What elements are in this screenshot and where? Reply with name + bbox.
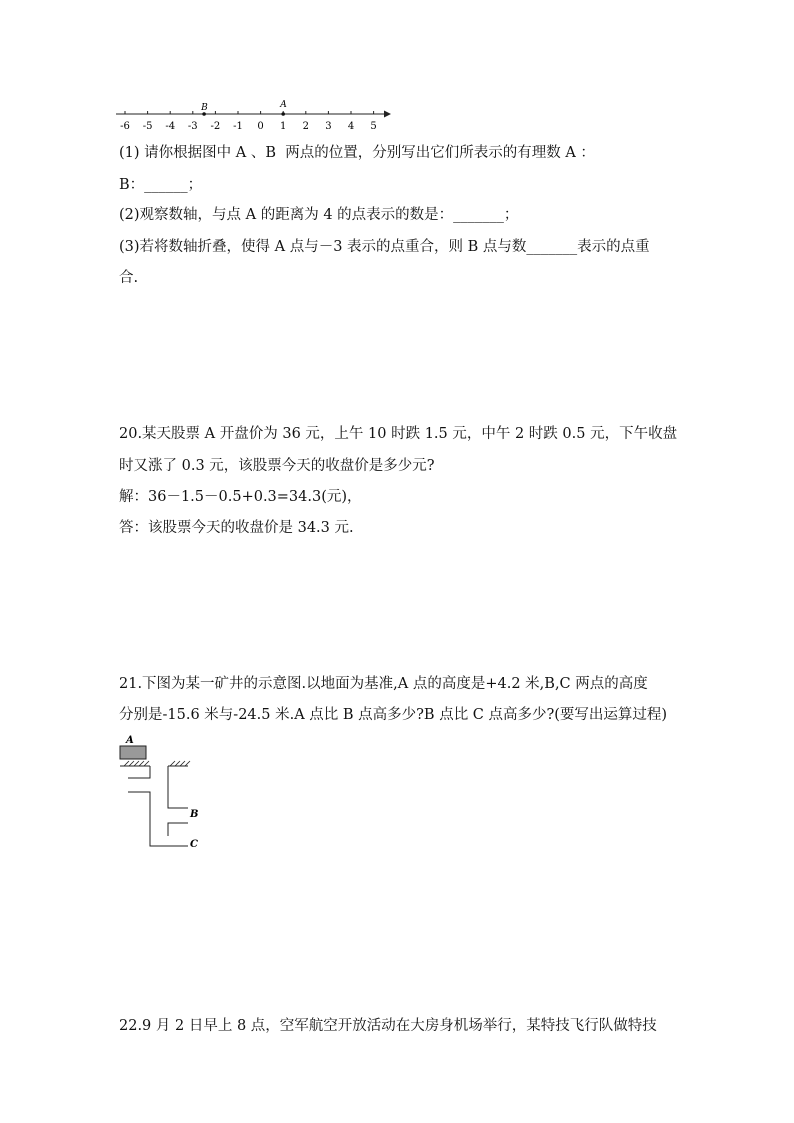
tick-label: -3 [187, 121, 198, 132]
figure-label-c: C [190, 839, 198, 850]
tick-label: 0 [257, 121, 264, 132]
q21-question-cont: 分别是-15.6 米与-24.5 米.A 点比 B 点高多少?B 点比 C 点高多少?(要写出运算过程) [119, 707, 668, 723]
tick-label: -2 [210, 121, 221, 132]
q20-answer: 答：该股票今天的收盘价是 34.3 元. [119, 520, 354, 536]
shaft-right-c [168, 823, 188, 836]
tick-label: 2 [302, 121, 309, 132]
point-b-label: B [201, 103, 208, 113]
q19-part3-cont: 合. [119, 270, 139, 286]
tick-label: 3 [325, 121, 332, 132]
figure-label-b: B [190, 809, 199, 820]
q21-question: 21.下图为某一矿井的示意图.以地面为基准,A 点的高度是+4.2 米,B,C 两点的高度 [119, 676, 648, 692]
point-a-label: A [280, 100, 287, 110]
number-line-figure [112, 98, 402, 134]
shaft-left-lower [128, 792, 188, 846]
point-a-block [120, 746, 146, 759]
tick-label: -1 [233, 121, 243, 132]
shaft-left-upper [128, 766, 150, 778]
q20-question: 20.某天股票 A 开盘价为 36 元，上午 10 时跌 1.5 元，中午 2 时跌 0.5 元，下午收盘 [119, 426, 678, 442]
q19-part1: (1) 请你根据图中 A 、B 两点的位置，分别写出它们所表示的有理数 A ： [119, 145, 595, 161]
tick-label: -5 [142, 121, 153, 132]
q19-part3: (3)若将数轴折叠，使得 A 点与－3 表示的点重合，则 B 点与数_______表示的点重 [119, 239, 650, 255]
tick-label: -6 [120, 121, 130, 132]
q19-part1-b: B：______； [119, 177, 203, 193]
figure-label-a: A [126, 735, 134, 746]
tick-label: -4 [165, 121, 176, 132]
ground-hatch-left [124, 761, 149, 766]
point-a-dot [281, 112, 285, 116]
q20-question-cont: 时又涨了 0.3 元，该股票今天的收盘价是多少元? [119, 458, 435, 474]
q22-question: 22.9 月 2 日早上 8 点，空军航空开放活动在大房身机场举行，某特技飞行队做特技 [119, 1018, 657, 1034]
shaft-right-b [168, 766, 188, 808]
number-line-arrow [384, 111, 391, 118]
ground-hatch-right [170, 761, 190, 766]
q19-part2: (2)观察数轴，与点 A 的距离为 4 的点表示的数是：_______； [119, 207, 519, 223]
tick-label: 5 [370, 121, 377, 132]
tick-label: 1 [280, 121, 287, 132]
mine-shaft-figure [112, 728, 222, 858]
q20-solution: 解：36－1.5－0.5+0.3=34.3(元)， [119, 489, 362, 505]
tick-label: 4 [347, 121, 355, 132]
